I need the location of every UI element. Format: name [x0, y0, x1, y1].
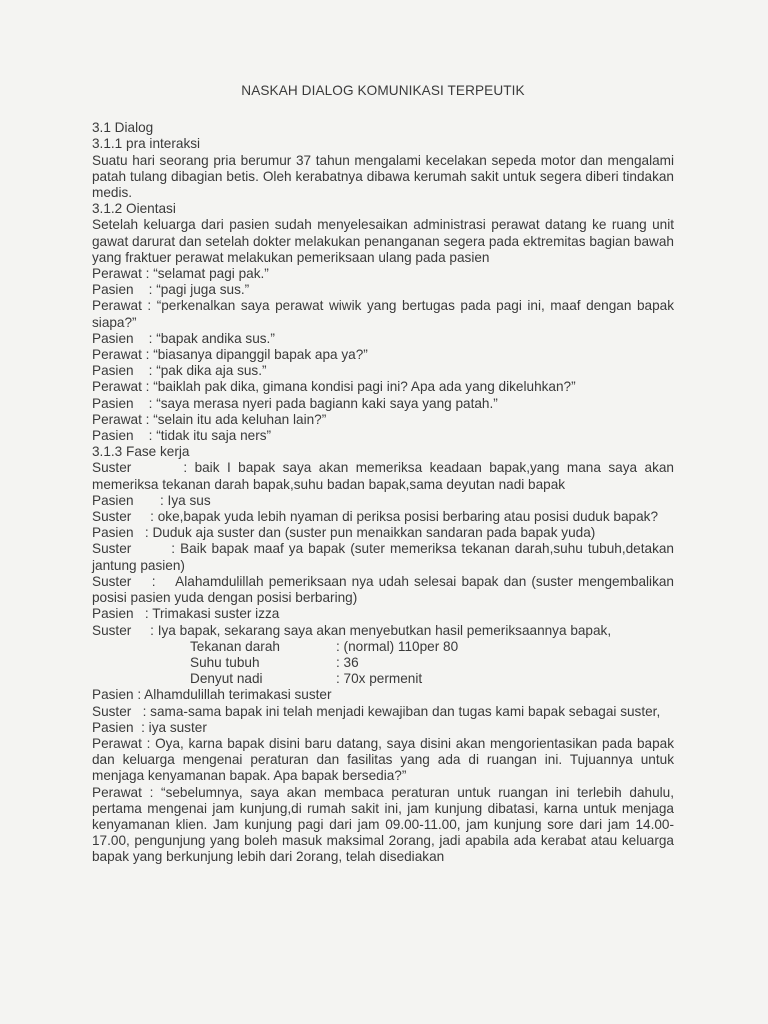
vital-sign-label: Tekanan darah	[190, 638, 280, 654]
vital-sign-row	[92, 639, 674, 655]
dialog-line: Pasien : “bapak andika sus.”	[92, 330, 275, 346]
paragraph-pra-interaksi: Suatu hari seorang pria berumur 37 tahun mengalami kecelakan sepeda motor dan mengalami patah tulang dibagian betis. Oleh kerabatnya dibawa kerumah sakit untuk segera diberi tindakan medis.	[92, 152, 674, 201]
vital-sign-value: : (normal) 110per 80	[336, 638, 459, 654]
section-heading-dialog: 3.1 Dialog	[92, 120, 154, 136]
dialog-line: Perawat : “sebelumnya, saya akan membaca peraturan untuk ruangan ini terlebih dahulu, pertama mengenai jam kunjung,di rumah sakit ini, jam kunjung dibatasi, karna untuk menjaga kenyamanan klien. Jam kunjung pagi dari jam 09.00-11.00, jam kunjung sore dari jam 14.00-17.00, pengunjung yang boleh masuk maksimal 2orang, jadi apabila ada kerabat atau keluarga bapak yang berkunjung lebih dari 2orang, telah disediakan	[92, 784, 674, 865]
dialog-line: Pasien : Trimakasi suster izza	[92, 606, 280, 622]
vital-sign-label: Suhu tubuh	[190, 654, 260, 670]
vital-sign-label: Denyut nadi	[190, 671, 263, 687]
dialog-line: Pasien : iya suster	[92, 719, 207, 735]
dialog-line: Suster : Baik bapak maaf ya bapak (suter memeriksa tekanan darah,suhu tubuh,detakan jantung pasien)	[92, 541, 678, 573]
document-title: NASKAH DIALOG KOMUNIKASI TERPEUTIK	[241, 83, 525, 98]
vital-sign-value: : 70x permenit	[336, 671, 423, 687]
subsection-heading-fase-kerja: 3.1.3 Fase kerja	[92, 444, 190, 460]
dialog-line: Pasien : “pagi juga sus.”	[92, 282, 250, 298]
dialog-line: Suster : baik I bapak saya akan memeriksa keadaan bapak,yang mana saya akan memeriksa tekanan darah bapak,suhu badan bapak,sama deyutan nadi bapak	[92, 460, 678, 492]
dialog-line: Pasien : “pak dika aja sus.”	[92, 363, 267, 379]
dialog-line: Perawat : Oya, karna bapak disini baru datang, saya disini akan mengorientasikan pada bapak dan keluarga mengenai peraturan dan fasilitas yang ada di ruangan ini. Tujuannya untuk menjaga kenyamanan bapak. Apa bapak bersedia?”	[92, 735, 674, 784]
dialog-line: Pasien : Duduk aja suster dan (suster pun menaikkan sandaran pada bapak yuda)	[92, 525, 596, 541]
dialog-line: Perawat : “selain itu ada keluhan lain?”	[92, 411, 327, 427]
dialog-line: Pasien : “saya merasa nyeri pada bagiann kaki saya yang patah.”	[92, 395, 498, 411]
dialog-line: Perawat : “selamat pagi pak.”	[92, 266, 269, 282]
dialog-line: Suster : Alahamdulillah pemeriksaan nya udah selesai bapak dan (suster mengembalikan posisi pasien yuda dengan posisi berbaring)	[92, 573, 678, 606]
vital-sign-value: : 36	[336, 654, 359, 670]
subsection-heading-orientasi: 3.1.2 Oientasi	[92, 201, 176, 217]
dialog-line: Perawat : “perkenalkan saya perawat wiwik yang bertugas pada pagi ini, maaf dengan bapak siapa?”	[92, 298, 674, 330]
dialog-line: Perawat : “biasanya dipanggil bapak apa ya?”	[92, 347, 368, 363]
dialog-line: Pasien : Alhamdulillah terimakasi suster	[92, 687, 332, 703]
dialog-line: Pasien : “tidak itu saja ners”	[92, 428, 272, 444]
paragraph-orientasi: Setelah keluarga dari pasien sudah menyelesaikan administrasi perawat datang ke ruang unit gawat darurat dan setelah dokter melakukan penanganan segera pada ektremitas bagian bawah yang fraktuer perawat melakukan pemeriksaan ulang pada pasien	[92, 217, 674, 265]
dialog-line: Perawat : “baiklah pak dika, gimana kondisi pagi ini? Apa ada yang dikeluhkan?”	[92, 379, 576, 395]
vital-sign-row	[92, 655, 674, 671]
vital-sign-row	[92, 671, 674, 687]
subsection-heading-pra-interaksi: 3.1.1 pra interaksi	[92, 136, 201, 152]
dialog-line: Pasien : Iya sus	[92, 492, 211, 508]
dialog-line: Suster : Iya bapak, sekarang saya akan menyebutkan hasil pemeriksaannya bapak,	[92, 622, 612, 638]
dialog-line: Suster : oke,bapak yuda lebih nyaman di periksa posisi berbaring atau posisi duduk bapak?	[92, 509, 658, 525]
dialog-line: Suster : sama-sama bapak ini telah menjadi kewajiban dan tugas kami bapak sebagai suster,	[92, 703, 661, 719]
